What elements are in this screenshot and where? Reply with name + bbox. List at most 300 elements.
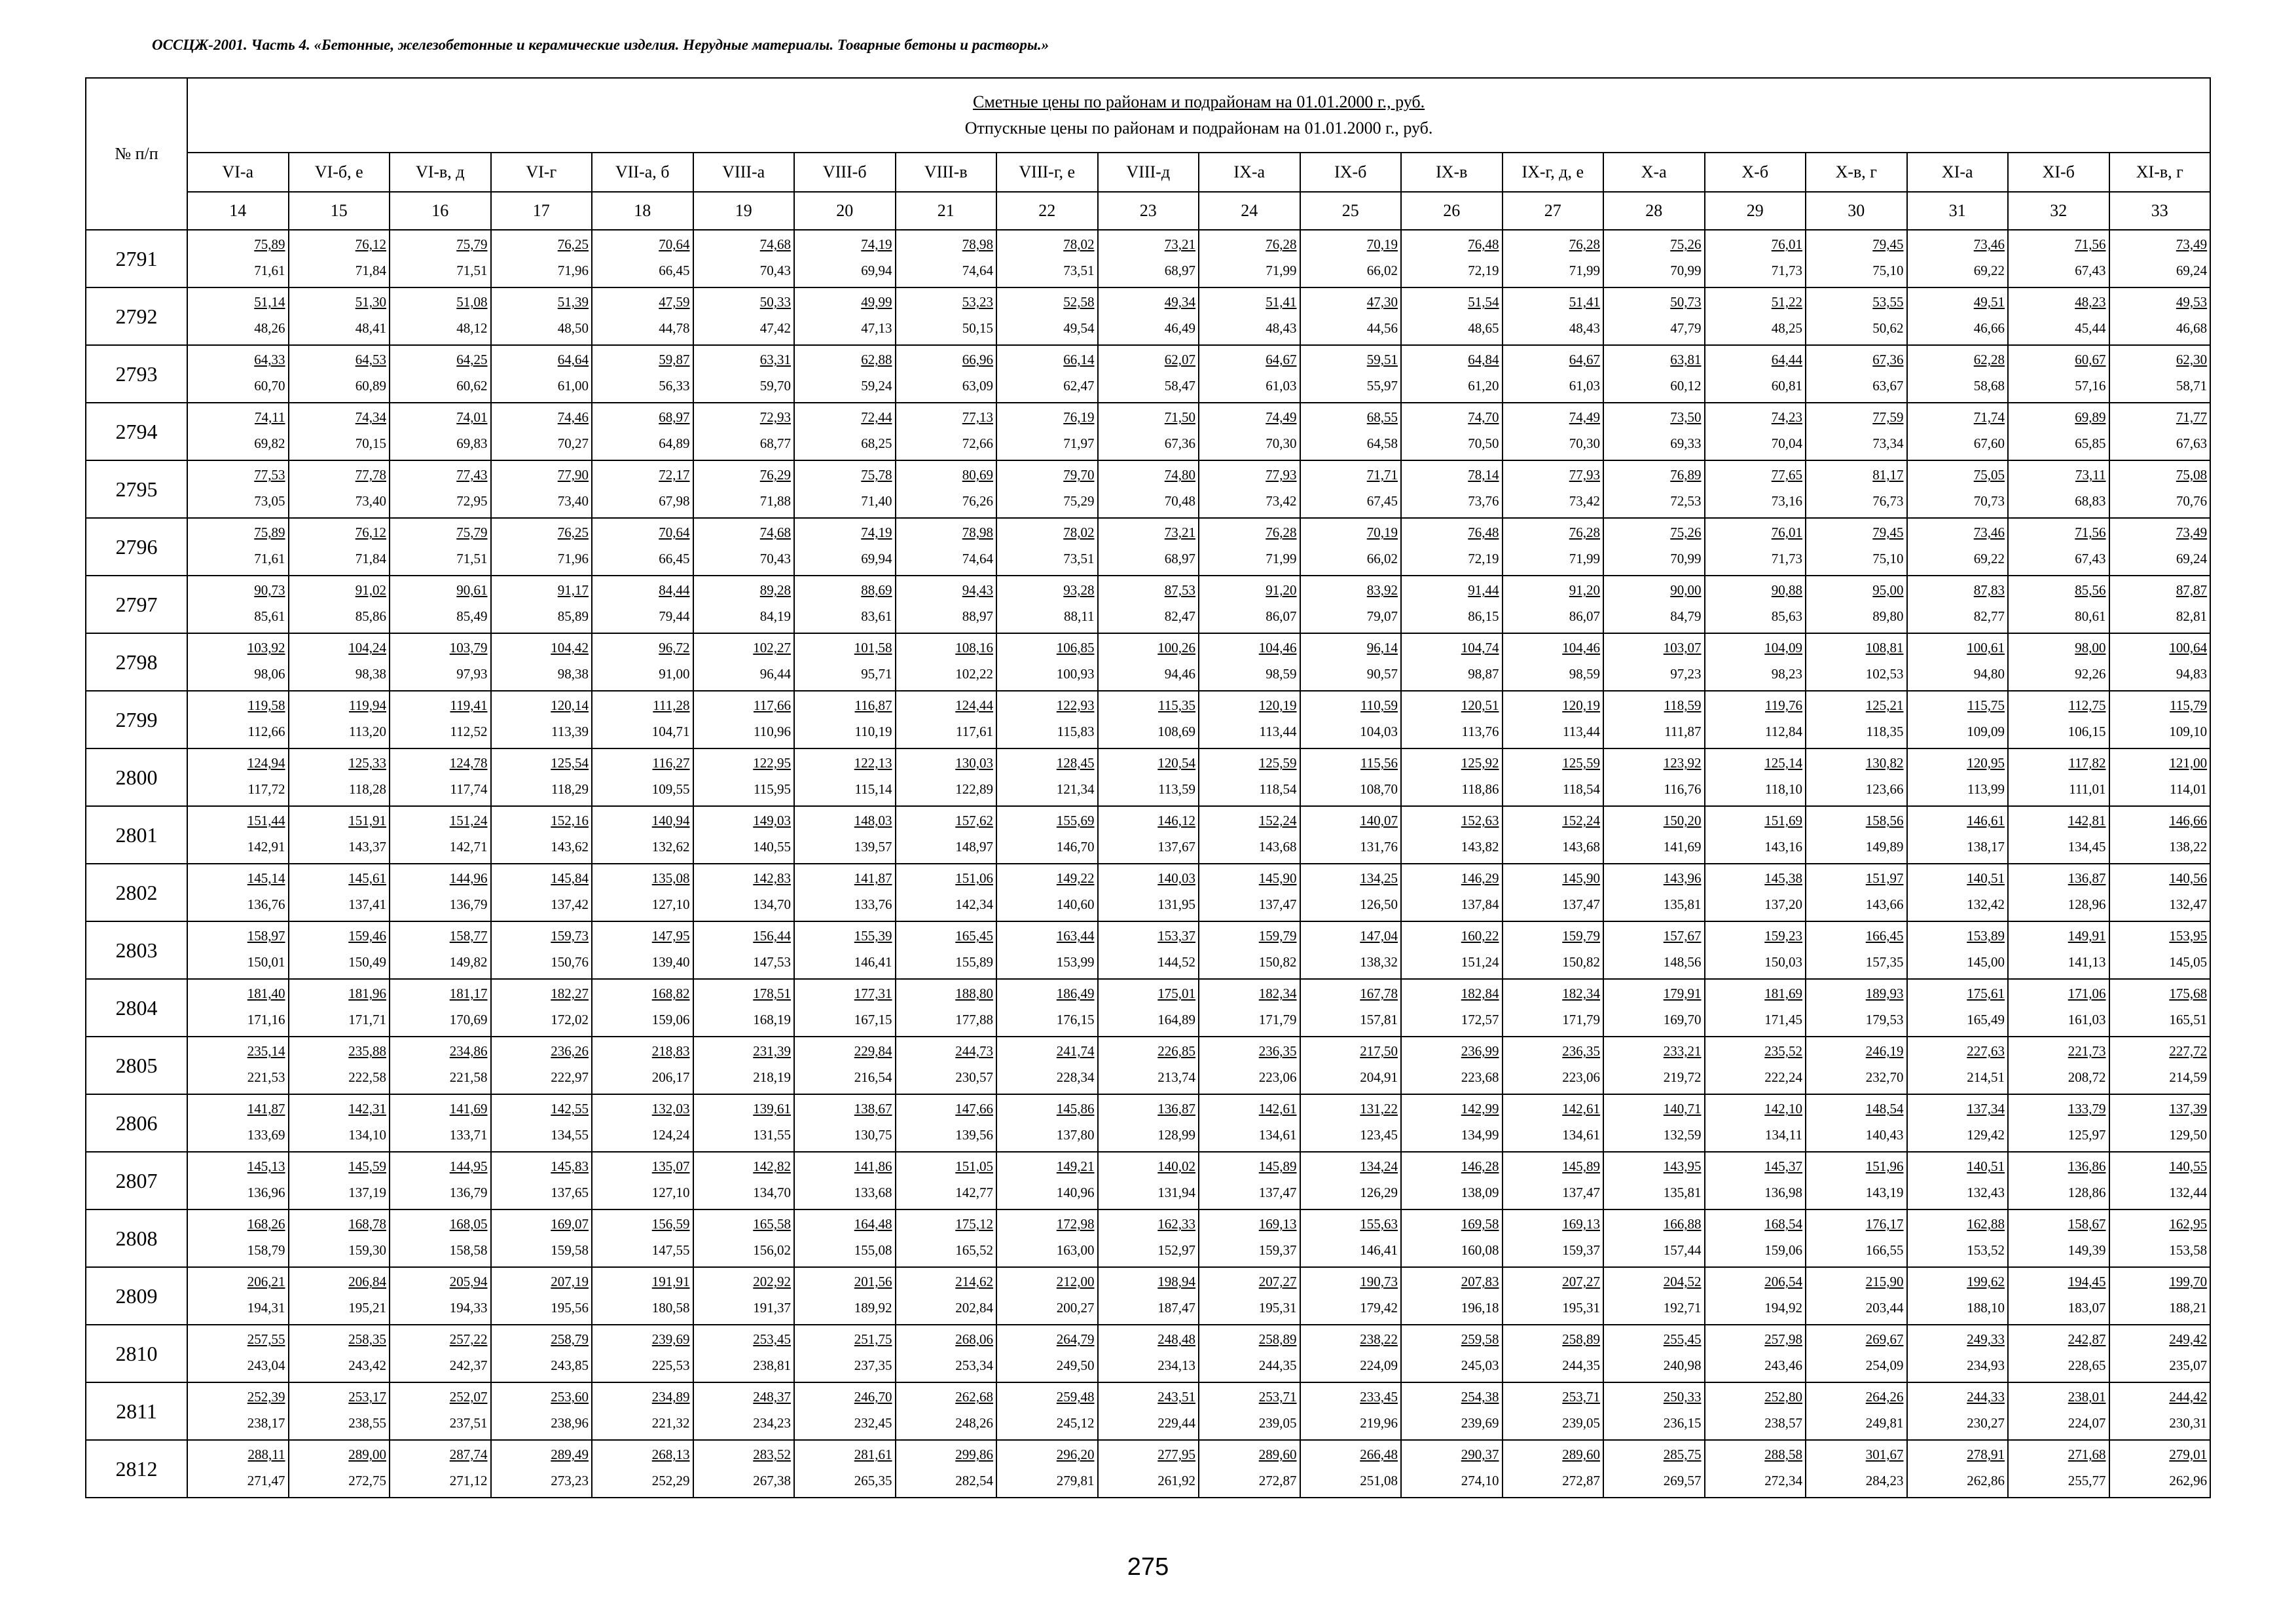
release-price: 165,52 (955, 1242, 993, 1258)
release-price: 98,87 (1468, 666, 1499, 682)
price-cell (794, 1209, 896, 1267)
price-cell (187, 691, 289, 748)
estimated-price: 51,30 (355, 294, 386, 310)
estimated-price: 52,58 (1063, 294, 1095, 310)
price-cell (693, 633, 795, 691)
estimated-price: 75,79 (456, 525, 488, 540)
release-price: 118,28 (349, 781, 386, 797)
price-cell (1705, 576, 1806, 633)
price-cell (996, 921, 1098, 979)
estimated-price: 81,17 (1872, 467, 1904, 483)
release-price: 71,99 (1569, 551, 1600, 566)
price-cell (1907, 230, 2009, 287)
estimated-price: 124,94 (247, 755, 285, 771)
release-price: 47,79 (1670, 320, 1702, 336)
estimated-price: 241,74 (1056, 1043, 1095, 1059)
release-price: 44,56 (1366, 320, 1398, 336)
price-cell (1401, 518, 1503, 576)
release-price: 112,66 (247, 724, 285, 739)
price-cell (1401, 748, 1503, 806)
table-row (86, 633, 2210, 691)
price-cell (996, 691, 1098, 748)
price-cell (1199, 864, 1300, 921)
price-cell (2008, 230, 2109, 287)
release-price: 71,51 (456, 263, 488, 278)
release-price: 213,74 (1157, 1069, 1195, 1085)
estimated-price: 136,87 (1157, 1101, 1195, 1116)
price-cell (289, 518, 390, 576)
table-title (187, 78, 2210, 153)
column-number: 24 (1199, 192, 1300, 230)
table-row (86, 287, 2210, 345)
table-row (86, 1382, 2210, 1440)
estimated-price: 136,86 (2068, 1158, 2106, 1174)
price-cell (2109, 1382, 2211, 1440)
release-price: 245,12 (1056, 1415, 1095, 1431)
release-price: 134,45 (2068, 839, 2106, 855)
estimated-price: 91,44 (1468, 582, 1499, 598)
estimated-price: 190,73 (1360, 1274, 1398, 1289)
release-price: 243,85 (551, 1357, 589, 1373)
estimated-price: 181,96 (348, 986, 386, 1001)
price-cell (289, 1325, 390, 1382)
release-price: 85,63 (1771, 608, 1802, 624)
release-price: 254,09 (1865, 1357, 1904, 1373)
release-price: 64,58 (1366, 435, 1398, 451)
release-price: 139,56 (955, 1127, 993, 1143)
price-cell (1503, 1325, 1604, 1382)
price-cell (1907, 576, 2009, 633)
estimated-price: 146,28 (1461, 1158, 1499, 1174)
release-price: 200,27 (1056, 1300, 1095, 1316)
estimated-price: 143,96 (1663, 870, 1702, 886)
release-price: 68,97 (1164, 551, 1195, 566)
estimated-price: 266,48 (1360, 1447, 1398, 1462)
price-cell (491, 1209, 592, 1267)
price-cell (1503, 1037, 1604, 1094)
release-price: 137,47 (1562, 896, 1600, 912)
estimated-price: 189,93 (1865, 986, 1904, 1001)
price-cell (491, 403, 592, 460)
price-cell (2109, 864, 2211, 921)
estimated-price: 194,45 (2068, 1274, 2106, 1289)
release-price: 123,66 (1865, 781, 1904, 797)
region-header: IX-в (1401, 153, 1503, 192)
estimated-price: 137,39 (2169, 1101, 2208, 1116)
price-cell (1199, 1037, 1300, 1094)
release-price: 98,38 (355, 666, 386, 682)
estimated-price: 165,58 (753, 1216, 791, 1232)
price-cell (1503, 748, 1604, 806)
table-row (86, 518, 2210, 576)
row-number: 2801 (86, 806, 187, 864)
price-cell (1806, 576, 1907, 633)
release-price: 159,37 (1562, 1242, 1600, 1258)
price-cell (794, 864, 896, 921)
price-cell (592, 806, 693, 864)
release-price: 110,19 (854, 724, 892, 739)
release-price: 70,99 (1670, 263, 1702, 278)
release-price: 60,70 (254, 378, 285, 394)
release-price: 179,53 (1865, 1012, 1904, 1027)
estimated-price: 221,73 (2068, 1043, 2106, 1059)
release-price: 238,55 (348, 1415, 386, 1431)
estimated-price: 257,98 (1764, 1331, 1802, 1347)
price-cell (592, 1094, 693, 1152)
estimated-price: 51,22 (1771, 294, 1802, 310)
price-cell (693, 691, 795, 748)
release-price: 69,22 (1973, 263, 2005, 278)
estimated-price: 131,22 (1360, 1101, 1398, 1116)
price-cell (1705, 1325, 1806, 1382)
estimated-price: 157,67 (1663, 928, 1702, 944)
estimated-price: 181,69 (1764, 986, 1802, 1001)
release-price: 137,65 (551, 1185, 589, 1200)
estimated-price: 155,39 (854, 928, 892, 944)
release-price: 216,54 (854, 1069, 892, 1085)
price-cell (1907, 1152, 2009, 1209)
release-price: 150,01 (247, 954, 285, 970)
release-price: 115,14 (854, 781, 892, 797)
release-price: 134,55 (551, 1127, 589, 1143)
estimated-price: 169,58 (1461, 1216, 1499, 1232)
estimated-price: 145,86 (1056, 1101, 1095, 1116)
price-cell (1603, 748, 1705, 806)
price-cell (794, 921, 896, 979)
estimated-price: 130,82 (1865, 755, 1904, 771)
price-cell (1705, 691, 1806, 748)
price-cell (2008, 691, 2109, 748)
price-cell (289, 748, 390, 806)
price-cell (491, 1037, 592, 1094)
estimated-price: 236,35 (1258, 1043, 1297, 1059)
release-price: 131,76 (1360, 839, 1398, 855)
price-cell (1806, 518, 1907, 576)
estimated-price: 251,75 (854, 1331, 892, 1347)
estimated-price: 235,14 (247, 1043, 285, 1059)
estimated-price: 47,30 (1366, 294, 1398, 310)
price-cell (1705, 748, 1806, 806)
estimated-price: 75,78 (861, 467, 892, 483)
estimated-price: 140,03 (1157, 870, 1195, 886)
release-price: 136,76 (247, 896, 285, 912)
table-body (86, 230, 2210, 1498)
release-price: 113,99 (1967, 781, 2005, 797)
price-cell (1705, 1152, 1806, 1209)
estimated-price: 71,74 (1973, 409, 2005, 425)
release-price: 159,37 (1258, 1242, 1297, 1258)
release-price: 121,34 (1056, 781, 1095, 797)
release-price: 73,40 (355, 493, 386, 509)
release-price: 128,99 (1157, 1127, 1195, 1143)
table-row (86, 748, 2210, 806)
estimated-price: 141,87 (854, 870, 892, 886)
release-price: 137,42 (551, 896, 589, 912)
release-price: 167,15 (854, 1012, 892, 1027)
estimated-price: 101,58 (854, 640, 892, 655)
release-price: 243,04 (247, 1357, 285, 1373)
region-header: X-б (1705, 153, 1806, 192)
region-header: VIII-в (896, 153, 997, 192)
release-price: 138,17 (1967, 839, 2005, 855)
estimated-price: 145,59 (348, 1158, 386, 1174)
estimated-price: 74,34 (355, 409, 386, 425)
release-price: 126,29 (1360, 1185, 1398, 1200)
estimated-price: 120,95 (1967, 755, 2005, 771)
region-header-row (86, 153, 2210, 192)
price-cell (2109, 979, 2211, 1037)
price-cell (693, 518, 795, 576)
release-price: 144,52 (1157, 954, 1195, 970)
price-cell (1199, 806, 1300, 864)
price-cell (187, 403, 289, 460)
release-price: 88,97 (962, 608, 993, 624)
release-price: 64,89 (659, 435, 690, 451)
release-price: 221,53 (247, 1069, 285, 1085)
release-price: 50,62 (1872, 320, 1904, 336)
release-price: 73,34 (1872, 435, 1904, 451)
estimated-price: 75,89 (254, 236, 285, 252)
price-cell (491, 1152, 592, 1209)
estimated-price: 49,51 (1973, 294, 2005, 310)
estimated-price: 128,45 (1056, 755, 1095, 771)
estimated-price: 62,28 (1973, 352, 2005, 367)
estimated-price: 242,87 (2068, 1331, 2106, 1347)
release-price: 128,96 (2068, 896, 2106, 912)
estimated-price: 206,21 (247, 1274, 285, 1289)
release-price: 237,35 (854, 1357, 892, 1373)
price-cell (289, 403, 390, 460)
price-cell (1300, 633, 1402, 691)
estimated-price: 51,54 (1468, 294, 1499, 310)
table-row (86, 1440, 2210, 1498)
price-cell (1806, 287, 1907, 345)
release-price: 158,58 (449, 1242, 488, 1258)
price-cell (1806, 1094, 1907, 1152)
release-price: 143,37 (348, 839, 386, 855)
release-price: 48,65 (1468, 320, 1499, 336)
release-price: 63,67 (1872, 378, 1904, 394)
price-cell (996, 460, 1098, 518)
price-cell (2008, 1152, 2109, 1209)
price-cell (1705, 921, 1806, 979)
estimated-price: 181,17 (449, 986, 488, 1001)
release-price: 85,61 (254, 608, 285, 624)
price-cell (2008, 518, 2109, 576)
price-cell (794, 230, 896, 287)
price-cell (1300, 979, 1402, 1037)
price-cell (1603, 460, 1705, 518)
estimated-price: 145,90 (1562, 870, 1600, 886)
estimated-price: 289,49 (551, 1447, 589, 1462)
release-price: 142,91 (247, 839, 285, 855)
estimated-price: 104,74 (1461, 640, 1499, 655)
estimated-price: 74,68 (759, 236, 791, 252)
release-price: 245,03 (1461, 1357, 1499, 1373)
estimated-price: 215,90 (1865, 1274, 1904, 1289)
release-price: 172,57 (1461, 1012, 1499, 1027)
estimated-price: 89,28 (759, 582, 791, 598)
release-price: 141,13 (2068, 954, 2106, 970)
release-price: 137,19 (348, 1185, 386, 1200)
price-cell (1907, 633, 2009, 691)
release-price: 69,83 (456, 435, 488, 451)
estimated-price: 301,67 (1865, 1447, 1904, 1462)
price-cell (896, 576, 997, 633)
release-price: 61,00 (557, 378, 589, 394)
price-cell (187, 921, 289, 979)
price-cell (187, 1037, 289, 1094)
estimated-price: 151,69 (1764, 813, 1802, 828)
estimated-price: 115,35 (1158, 697, 1195, 713)
release-price: 148,97 (955, 839, 993, 855)
estimated-price: 102,27 (753, 640, 791, 655)
release-price: 82,77 (1973, 608, 2005, 624)
price-cell (289, 1382, 390, 1440)
estimated-price: 289,00 (348, 1447, 386, 1462)
price-cell (1503, 921, 1604, 979)
release-price: 97,93 (456, 666, 488, 682)
price-cell (1806, 1325, 1907, 1382)
release-price: 50,15 (962, 320, 993, 336)
estimated-price: 137,34 (1967, 1101, 2005, 1116)
estimated-price: 140,51 (1967, 1158, 2005, 1174)
release-price: 98,23 (1771, 666, 1802, 682)
row-number: 2792 (86, 287, 187, 345)
estimated-price: 77,59 (1872, 409, 1904, 425)
release-price: 73,40 (557, 493, 589, 509)
release-price: 72,19 (1468, 263, 1499, 278)
estimated-price: 253,17 (348, 1389, 386, 1405)
release-price: 140,96 (1056, 1185, 1095, 1200)
release-price: 124,24 (651, 1127, 690, 1143)
estimated-price: 178,51 (753, 986, 791, 1001)
price-cell (187, 1267, 289, 1325)
release-price: 70,76 (2176, 493, 2208, 509)
price-cell (996, 806, 1098, 864)
price-cell (289, 230, 390, 287)
price-cell (996, 864, 1098, 921)
release-price: 177,88 (955, 1012, 993, 1027)
estimated-price: 140,07 (1360, 813, 1398, 828)
estimated-price: 152,63 (1461, 813, 1499, 828)
release-price: 132,42 (1967, 896, 2005, 912)
estimated-price: 125,14 (1764, 755, 1802, 771)
estimated-price: 175,12 (955, 1216, 993, 1232)
price-cell (1199, 576, 1300, 633)
estimated-price: 253,60 (551, 1389, 589, 1405)
release-price: 60,62 (456, 378, 488, 394)
estimated-price: 73,49 (2176, 236, 2208, 252)
estimated-price: 67,36 (1872, 352, 1904, 367)
price-cell (1907, 1267, 2009, 1325)
price-cell (1503, 403, 1604, 460)
estimated-price: 77,90 (557, 467, 589, 483)
release-price: 180,58 (651, 1300, 690, 1316)
release-price: 139,57 (854, 839, 892, 855)
region-header: VIII-г, е (996, 153, 1098, 192)
release-price: 74,64 (962, 263, 993, 278)
release-price: 70,43 (759, 551, 791, 566)
release-price: 70,27 (557, 435, 589, 451)
release-price: 113,44 (1259, 724, 1297, 739)
row-number: 2791 (86, 230, 187, 287)
estimated-price: 146,12 (1157, 813, 1195, 828)
region-header: VIII-а (693, 153, 795, 192)
release-price: 75,10 (1872, 263, 1904, 278)
price-cell (390, 806, 491, 864)
estimated-price: 156,44 (753, 928, 791, 944)
estimated-price: 77,53 (254, 467, 285, 483)
release-price: 109,55 (651, 781, 690, 797)
price-cell (1300, 518, 1402, 576)
estimated-price: 75,79 (456, 236, 488, 252)
estimated-price: 168,05 (449, 1216, 488, 1232)
price-cell (1806, 864, 1907, 921)
table-row (86, 864, 2210, 921)
estimated-price: 152,24 (1562, 813, 1600, 828)
estimated-price: 144,95 (449, 1158, 488, 1174)
estimated-price: 95,00 (1872, 582, 1904, 598)
price-cell (1300, 864, 1402, 921)
release-price: 70,48 (1164, 493, 1195, 509)
estimated-price: 125,92 (1461, 755, 1499, 771)
price-cell (896, 921, 997, 979)
release-price: 225,53 (651, 1357, 690, 1373)
estimated-price: 182,34 (1258, 986, 1297, 1001)
release-price: 71,73 (1771, 551, 1802, 566)
table-row (86, 230, 2210, 287)
price-cell (2008, 1440, 2109, 1498)
release-price: 244,35 (1562, 1357, 1600, 1373)
release-price: 194,33 (449, 1300, 488, 1316)
estimated-price: 145,84 (551, 870, 589, 886)
price-cell (1401, 633, 1503, 691)
estimated-price: 119,94 (349, 697, 386, 713)
price-cell (289, 921, 390, 979)
price-cell (1503, 230, 1604, 287)
release-price: 236,15 (1663, 1415, 1702, 1431)
price-cell (1806, 230, 1907, 287)
price-cell (491, 1267, 592, 1325)
release-price: 60,12 (1670, 378, 1702, 394)
price-cell (1300, 691, 1402, 748)
price-cell (1199, 691, 1300, 748)
estimated-price: 181,40 (247, 986, 285, 1001)
release-price: 171,45 (1764, 1012, 1802, 1027)
price-cell (1401, 1152, 1503, 1209)
estimated-price: 249,33 (1967, 1331, 2005, 1347)
release-price: 46,68 (2176, 320, 2208, 336)
price-cell (491, 1382, 592, 1440)
release-price: 62,47 (1063, 378, 1095, 394)
price-cell (1199, 1325, 1300, 1382)
release-price: 67,43 (2075, 263, 2106, 278)
release-price: 271,12 (449, 1473, 488, 1488)
estimated-price: 142,61 (1258, 1101, 1297, 1116)
price-cell (2008, 1325, 2109, 1382)
estimated-price: 124,78 (449, 755, 488, 771)
price-cell (1503, 806, 1604, 864)
release-price: 261,92 (1157, 1473, 1195, 1488)
estimated-price: 147,04 (1360, 928, 1398, 944)
estimated-price: 70,64 (659, 525, 690, 540)
estimated-price: 73,11 (2075, 467, 2106, 483)
price-cell (491, 748, 592, 806)
region-header: VI-г (491, 153, 592, 192)
price-cell (794, 1440, 896, 1498)
release-price: 58,68 (1973, 378, 2005, 394)
